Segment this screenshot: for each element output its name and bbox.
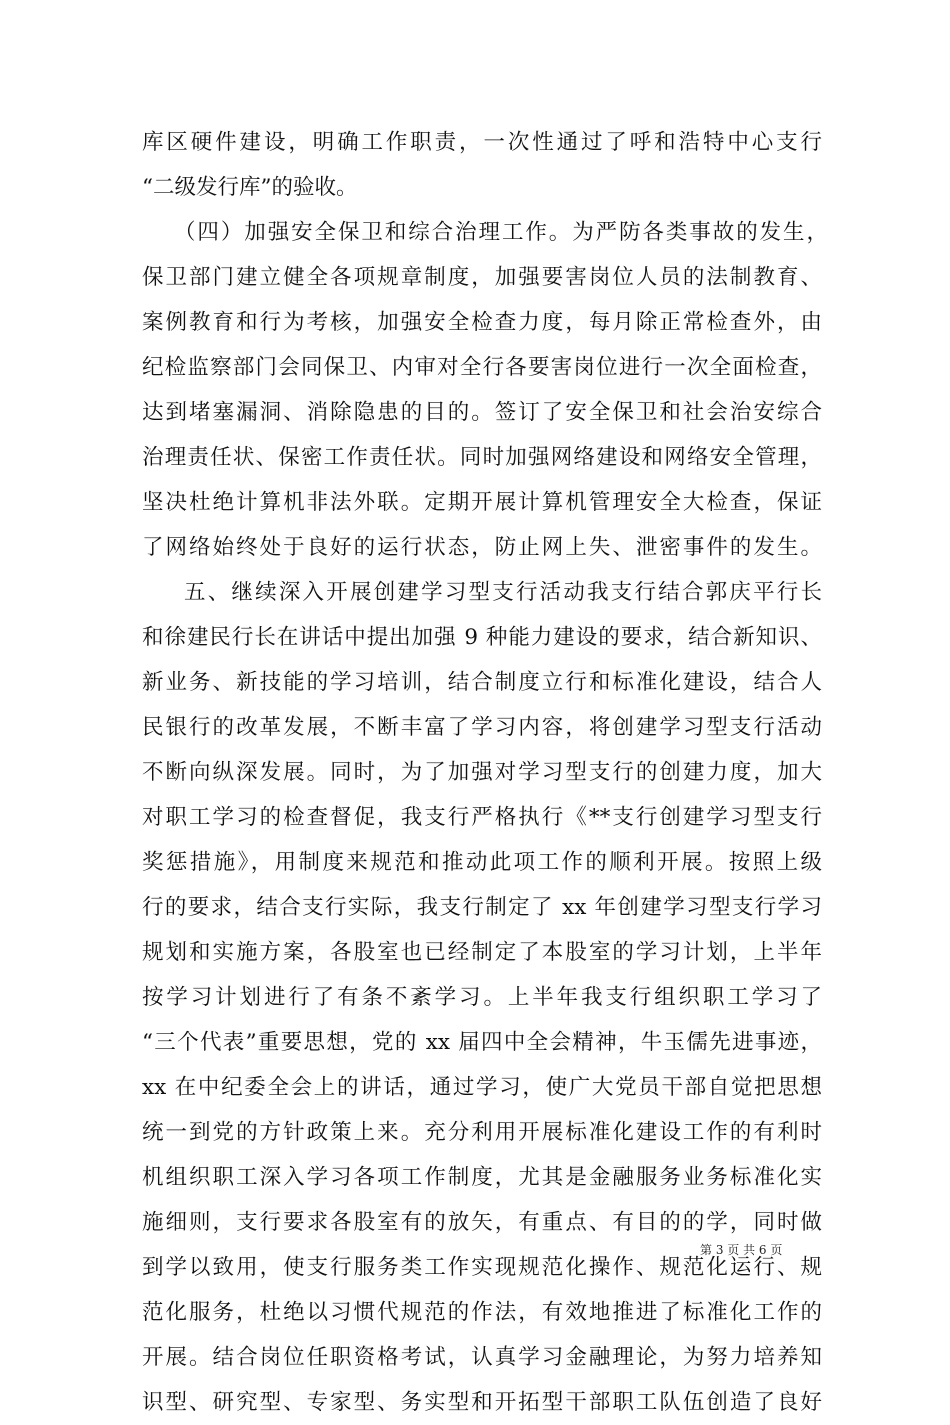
- text-line: 不断向纵深发展。同时，为了加强对学习型支行的创建力度，加大: [142, 760, 822, 785]
- text-line: 保卫部门建立健全各项规章制度，加强要害岗位人员的法制教育、: [142, 265, 822, 290]
- text-line: 行的要求，结合支行实际，我支行制定了 xx 年创建学习型支行学习: [142, 895, 822, 920]
- text-line: 施细则，支行要求各股室有的放矢，有重点、有目的的学，同时做: [142, 1210, 822, 1235]
- text-line: 对职工学习的检查督促，我支行严格执行《**支行创建学习型支行: [142, 805, 822, 830]
- text-line: （四）加强安全保卫和综合治理工作。为严防各类事故的发生，: [174, 220, 828, 245]
- text-line: 和徐建民行长在讲话中提出加强 9 种能力建设的要求，结合新知识、: [142, 625, 822, 650]
- text-line: 到学以致用，使支行服务类工作实现规范化操作、规范化运行、规: [142, 1255, 822, 1280]
- text-line: 范化服务，杜绝以习惯代规范的作法，有效地推进了标准化工作的: [142, 1300, 822, 1325]
- text-line: 达到堵塞漏洞、消除隐患的目的。签订了安全保卫和社会治安综合: [142, 400, 822, 425]
- text-line: 规划和实施方案，各股室也已经制定了本股室的学习计划，上半年: [142, 940, 822, 965]
- page-number: 第 3 页 共 6 页: [700, 1243, 783, 1257]
- text-line: 统一到党的方针政策上来。充分利用开展标准化建设工作的有利时: [142, 1120, 822, 1145]
- document-body: [142, 120, 828, 1425]
- text-line: 按学习计划进行了有条不紊学习。上半年我支行组织职工学习了: [142, 985, 822, 1010]
- text-line: 坚决杜绝计算机非法外联。定期开展计算机管理安全大检查，保证: [142, 490, 822, 515]
- text-line: 了网络始终处于良好的运行状态，防止网上失、泄密事件的发生。: [142, 535, 822, 560]
- text-line: 纪检监察部门会同保卫、内审对全行各要害岗位进行一次全面检查，: [142, 355, 822, 380]
- text-line: 民银行的改革发展，不断丰富了学习内容，将创建学习型支行活动: [142, 715, 822, 740]
- text-line: 开展。结合岗位任职资格考试，认真学习金融理论，为努力培养知: [142, 1345, 822, 1370]
- text-line: 识型、研究型、专家型、务实型和开拓型干部职工队伍创造了良好: [142, 1390, 822, 1415]
- text-line: 机组织职工深入学习各项工作制度，尤其是金融服务业务标准化实: [142, 1165, 822, 1190]
- text-line: 治理责任状、保密工作责任状。同时加强网络建设和网络安全管理，: [142, 445, 822, 470]
- text-line: 奖惩措施》，用制度来规范和推动此项工作的顺利开展。按照上级: [142, 850, 822, 875]
- text-line: xx 在中纪委全会上的讲话，通过学习，使广大党员干部自觉把思想: [142, 1075, 822, 1100]
- text-line: 库区硬件建设，明确工作职责，一次性通过了呼和浩特中心支行: [142, 130, 822, 155]
- text-line: 案例教育和行为考核，加强安全检查力度，每月除正常检查外，由: [142, 310, 822, 335]
- text-line: “三个代表”重要思想，党的 xx 届四中全会精神，牛玉儒先进事迹，: [142, 1030, 822, 1055]
- text-line: 五、继续深入开展创建学习型支行活动我支行结合郭庆平行长: [184, 580, 822, 605]
- text-line: “二级发行库”的验收。: [142, 175, 358, 200]
- text-line: 新业务、新技能的学习培训，结合制度立行和标准化建设，结合人: [142, 670, 822, 695]
